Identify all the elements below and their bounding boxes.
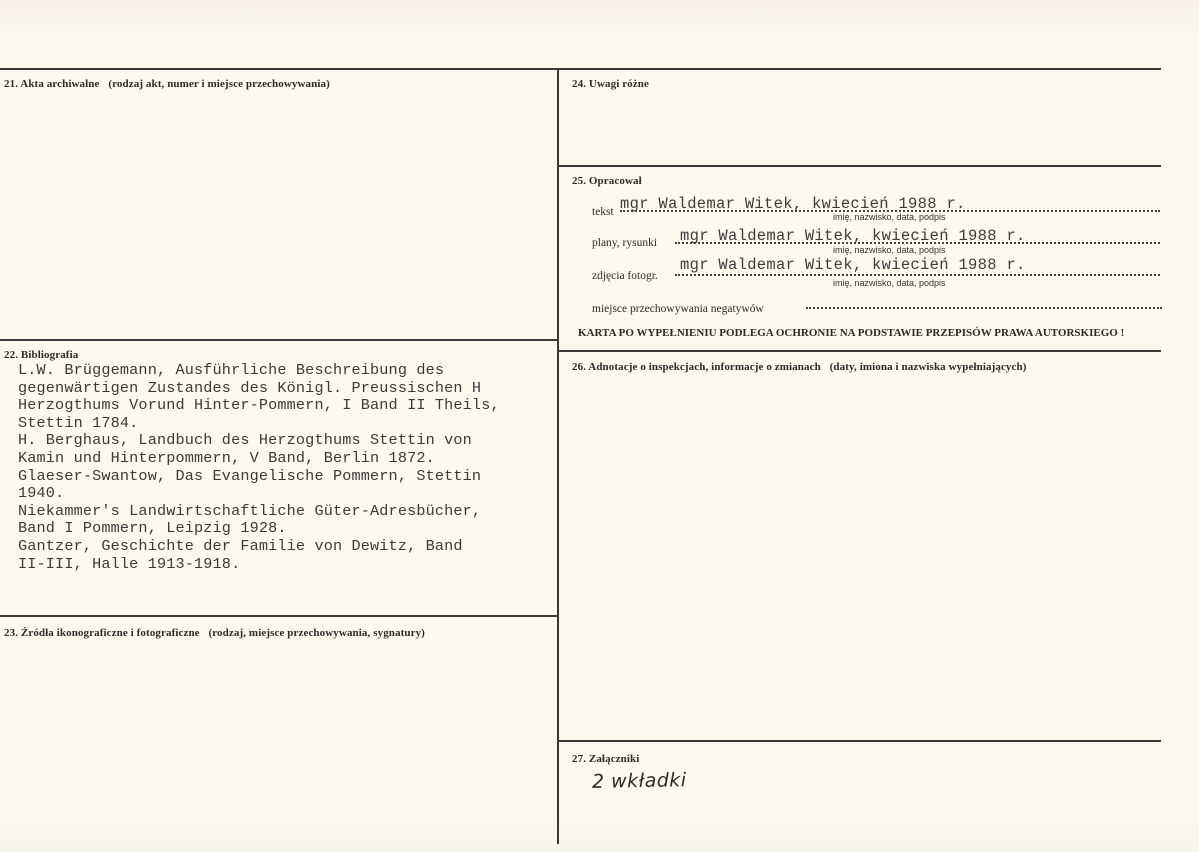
center-divider-line	[557, 68, 559, 844]
bibliography-line: L.W. Brüggemann, Ausführliche Beschreibung des	[18, 361, 445, 379]
divider-24-25	[558, 165, 1161, 167]
copyright-notice: KARTA PO WYPEŁNIENIU PODLEGA OCHRONIE NA PODSTAWIE PRZEPISÓW PRAWA AUTORSKIEGO !	[578, 327, 1125, 339]
author-row-caption-text: imię, nazwisko, data, podpis	[833, 212, 946, 222]
bibliography-line: Stettin 1784.	[18, 413, 139, 432]
bibliography-line: Kamin und Hinterpommern, V Band, Berlin 1872.	[18, 448, 435, 467]
bibliography-line: gegenwärtigen Zustandes des Königl. Preussischen H	[18, 378, 482, 397]
top-border-line	[0, 68, 1161, 70]
bibliography-line: Gantzer, Geschichte der Familie von Dewitz, Band	[18, 536, 463, 555]
author-row-caption-plans: imię, nazwisko, data, podpis	[833, 245, 946, 255]
section-23-title: 23. Źródła ikonograficzne i fotograficzne	[4, 627, 200, 639]
section-26-heading	[572, 361, 1027, 373]
negatives-location-label: miejsce przechowywania negatywów	[592, 303, 764, 315]
author-row-value-text: mgr Waldemar Witek, kwiecień 1988 r.	[620, 195, 966, 213]
section-21-title: 21. Akta archiwalne	[4, 78, 100, 90]
bibliography-line: 1940.	[18, 484, 65, 503]
negatives-location-dotted-line	[806, 307, 1162, 309]
section-24-title: 24. Uwagi różne	[572, 78, 649, 90]
bibliography-line: II-III, Halle 1913-1918.	[18, 554, 241, 573]
divider-22-23	[0, 615, 558, 617]
bibliography-line: Herzogthums Vorund Hinter-Pommern, I Band II Theils,	[18, 396, 500, 415]
attachments-handwritten-note: 2 wkładki	[591, 769, 687, 793]
section-26-title: 26. Adnotacje o inspekcjach, informacje o zmianach	[572, 361, 821, 373]
divider-25-26	[558, 350, 1161, 352]
section-21-subtitle: (rodzaj akt, numer i miejsce przechowywania)	[108, 78, 330, 90]
author-row-label-photos: zdjęcia fotogr.	[592, 270, 658, 282]
author-row-value-photos: mgr Waldemar Witek, kwiecień 1988 r.	[680, 256, 1026, 274]
bibliography-typed-text	[18, 362, 500, 573]
section-27-title: 27. Załączniki	[572, 753, 640, 765]
section-23-heading	[4, 627, 425, 639]
bibliography-line: Niekammer's Landwirtschaftliche Güter-Adresbücher,	[18, 501, 482, 520]
section-26-subtitle: (daty, imiona i nazwiska wypełniających)	[829, 361, 1027, 373]
section-23-subtitle: (rodzaj, miejsce przechowywania, sygnatury)	[208, 627, 425, 639]
author-row-label-text: tekst	[592, 206, 614, 218]
author-row-label-plans: plany, rysunki	[592, 237, 658, 249]
divider-26-27	[558, 740, 1161, 742]
section-25-title: 25. Opracował	[572, 175, 642, 187]
divider-21-22	[0, 339, 558, 341]
author-row-dotted-line-photos	[675, 274, 1160, 276]
bibliography-line: Glaeser-Swantow, Das Evangelische Pommern, Stettin	[18, 466, 482, 485]
author-row-caption-photos: imię, nazwisko, data, podpis	[833, 278, 946, 288]
bibliography-line: Band I Pommern, Leipzig 1928.	[18, 519, 287, 538]
section-21-heading	[4, 78, 330, 90]
section-22-title: 22. Bibliografia	[4, 349, 79, 361]
bibliography-line: H. Berghaus, Landbuch des Herzogthums Stettin von	[18, 431, 472, 450]
author-row-value-plans: mgr Waldemar Witek, kwiecień 1988 r.	[680, 227, 1026, 245]
